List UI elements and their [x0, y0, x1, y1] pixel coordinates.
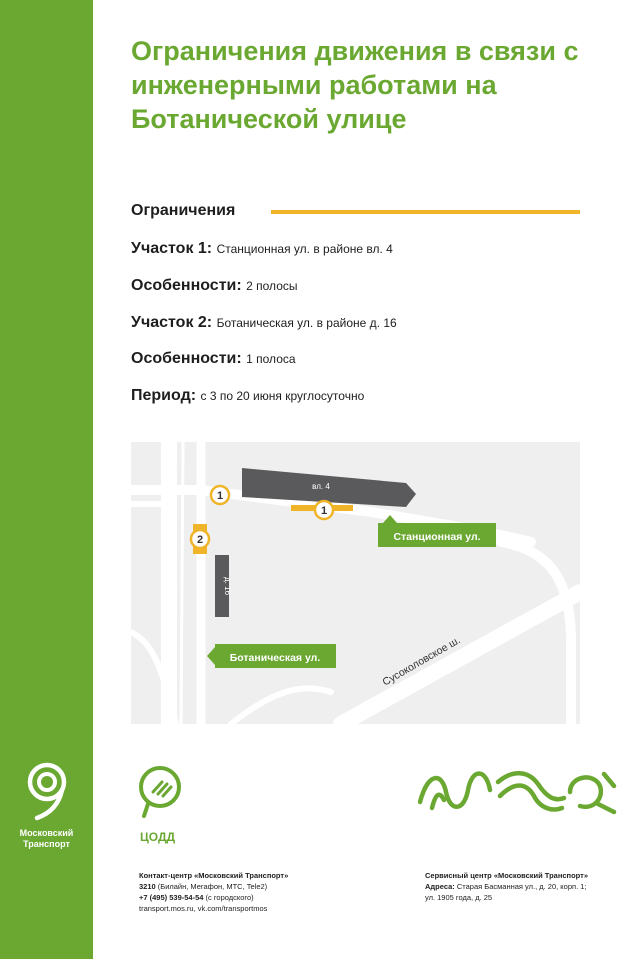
- section-heading: Ограничения: [131, 202, 236, 219]
- row-label: Особенности:: [131, 277, 242, 294]
- marker-1-a-label: 1: [216, 490, 224, 502]
- mt-logo-line1: Московский: [19, 828, 74, 838]
- building-d16-label: д. 16: [223, 576, 232, 596]
- marker-1-b-label: 1: [320, 505, 328, 517]
- marker-2-label: 2: [196, 534, 204, 546]
- row-label: Период:: [131, 387, 197, 404]
- contact-center-title: Контакт-центр «Московский Транспорт»: [139, 871, 289, 880]
- building-vl4-label: вл. 4: [312, 482, 330, 491]
- row-value: с 3 по 20 июня круглосуточно: [200, 389, 365, 403]
- moscow-transport-logo: [0, 760, 93, 850]
- moscow-transport-nine-icon: [19, 760, 75, 822]
- row-value: Станционная ул. в районе вл. 4: [216, 242, 393, 256]
- service-address-label: Адреса:: [425, 882, 455, 891]
- info-row-features-1: [131, 277, 298, 295]
- service-address-2: ул. 1905 года, д. 25: [425, 893, 493, 902]
- page-title: Ограничения движения в связи с инженерными работами на Ботанической улице: [131, 36, 579, 134]
- wave-ornament-icon: [418, 762, 618, 818]
- row-value: Ботаническая ул. в районе д. 16: [216, 316, 397, 330]
- contact-phone: +7 (495) 539-54-54: [139, 893, 204, 902]
- info-row-segment-1: [131, 240, 393, 258]
- restriction-map: [131, 442, 580, 724]
- info-row-segment-2: [131, 314, 397, 332]
- info-row-features-2: [131, 350, 296, 368]
- contact-operators: (Билайн, Мегафон, МТС, Tele2): [155, 882, 268, 891]
- row-label: Участок 2:: [131, 314, 213, 331]
- service-address-1: Старая Басманная ул., д. 20, корп. 1;: [454, 882, 587, 891]
- tag-stantsionnaya-label: Станционная ул.: [393, 531, 481, 543]
- row-value: 1 полоса: [246, 352, 296, 366]
- mt-logo-line2: Транспорт: [23, 839, 70, 849]
- row-label: Участок 1:: [131, 240, 213, 257]
- info-row-period: [131, 387, 364, 405]
- codd-logo-text: ЦОДД: [140, 830, 176, 844]
- contact-short-number: 3210: [139, 882, 156, 891]
- tag-botanicheskaya-label: Ботаническая ул.: [229, 652, 321, 664]
- contact-websites: transport.mos.ru, vk.com/transportmos: [139, 904, 268, 913]
- section-divider: [271, 210, 580, 214]
- road-susokolovskoe-label: Сусоколовское ш.: [380, 634, 463, 689]
- map-canvas: [131, 442, 580, 724]
- service-center-block: [425, 870, 588, 903]
- row-value: 2 полосы: [246, 279, 298, 293]
- row-label: Особенности:: [131, 350, 242, 367]
- service-center-title: Сервисный центр «Московский Транспорт»: [425, 871, 588, 880]
- contact-center-block: [139, 870, 288, 914]
- codd-pin-icon: [138, 764, 186, 834]
- road-susokolovskoe: [341, 592, 580, 724]
- contact-phone-note: (с городского): [203, 893, 254, 902]
